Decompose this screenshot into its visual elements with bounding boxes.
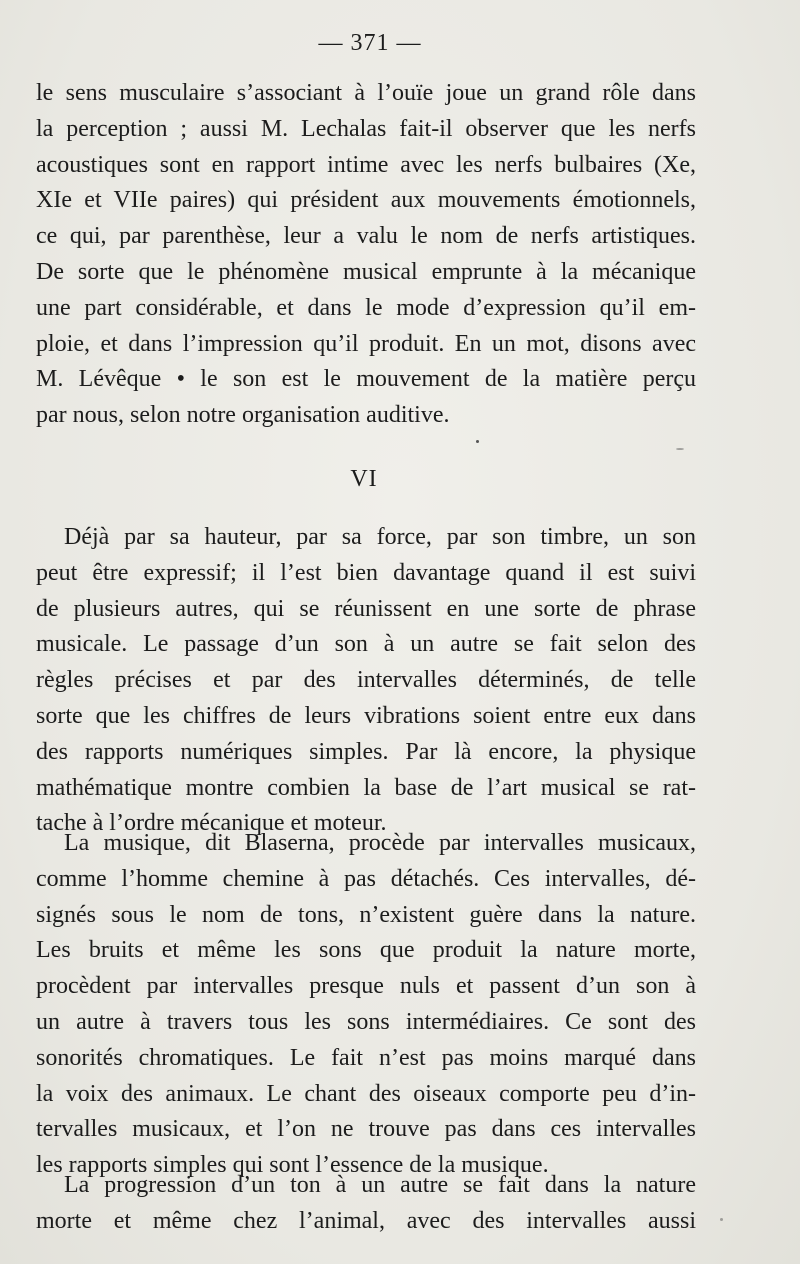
text-line: des rapports numériques simples. Par là encore, la physique	[36, 738, 696, 765]
text-line: un autre à travers tous les sons intermédiaires. Ce sont des	[36, 1008, 696, 1035]
text-line: M. Lévêque • le son est le mouvement de la matière perçu	[36, 366, 696, 393]
text-line: les rapports simples qui sont l’essence de la musique.	[36, 1152, 549, 1179]
paragraph-4	[36, 1168, 696, 1240]
scan-speck	[676, 448, 684, 450]
paragraph-3	[36, 826, 696, 1184]
text-line: La musique, dit Blaserna, procède par intervalles musicaux,	[64, 830, 696, 856]
text-line: signés sous le nom de tons, n’existent guère dans la nature.	[36, 901, 696, 928]
text-line: acoustiques sont en rapport intime avec les nerfs bulbaires (Xe,	[36, 151, 696, 178]
text-line: ploie, et dans l’impression qu’il produit. En un mot, disons avec	[36, 330, 696, 357]
text-line: règles précises et par des intervalles déterminés, de telle	[36, 667, 696, 694]
text-line: Les bruits et même les sons que produit la nature morte,	[36, 937, 696, 964]
text-line: la voix des animaux. Le chant des oiseaux comporte peu d’in-	[36, 1080, 696, 1107]
text-line: le sens musculaire s’associant à l’ouïe joue un grand rôle dans	[36, 80, 696, 106]
text-line: De sorte que le phénomène musical emprunte à la mécanique	[36, 258, 696, 285]
page-number: — 371 —	[318, 30, 422, 56]
text-line: une part considérable, et dans le mode d’expression qu’il em-	[36, 294, 696, 321]
text-line: morte et même chez l’animal, avec des intervalles aussi	[36, 1207, 696, 1234]
text-line: ce qui, par parenthèse, leur a valu le nom de nerfs artistiques.	[36, 223, 696, 250]
text-line: Déjà par sa hauteur, par sa force, par son timbre, un son	[64, 524, 696, 550]
text-line: XIe et VIIe paires) qui président aux mouvements émotionnels,	[36, 187, 696, 214]
scan-speck	[476, 440, 479, 443]
text-line: mathématique montre combien la base de l’art musical se rat-	[36, 774, 696, 801]
text-line: peut être expressif; il l’est bien davantage quand il est suivi	[36, 559, 696, 586]
scan-speck	[720, 1218, 723, 1221]
text-line: musicale. Le passage d’un son à un autre se fait selon des	[36, 631, 696, 658]
section-heading: VI	[350, 466, 378, 492]
text-line: par nous, selon notre organisation auditive.	[36, 402, 450, 429]
text-line: procèdent par intervalles presque nuls et passent d’un son à	[36, 973, 696, 1000]
text-line: la perception ; aussi M. Lechalas fait-il observer que les nerfs	[36, 115, 696, 142]
text-line: de plusieurs autres, qui se réunissent en une sorte de phrase	[36, 595, 696, 622]
text-line: tervalles musicaux, et l’on ne trouve pas dans ces intervalles	[36, 1116, 696, 1143]
paragraph-2	[36, 520, 696, 842]
text-line: comme l’homme chemine à pas détachés. Ces intervalles, dé-	[36, 865, 696, 892]
text-line: La progression d’un ton à un autre se fait dans la nature	[64, 1172, 696, 1198]
text-line: sorte que les chiffres de leurs vibrations soient entre eux dans	[36, 702, 696, 729]
text-line: sonorités chromatiques. Le fait n’est pas moins marqué dans	[36, 1044, 696, 1071]
paragraph-1	[36, 76, 696, 434]
text-line: tache à l’ordre mécanique et moteur.	[36, 810, 387, 837]
